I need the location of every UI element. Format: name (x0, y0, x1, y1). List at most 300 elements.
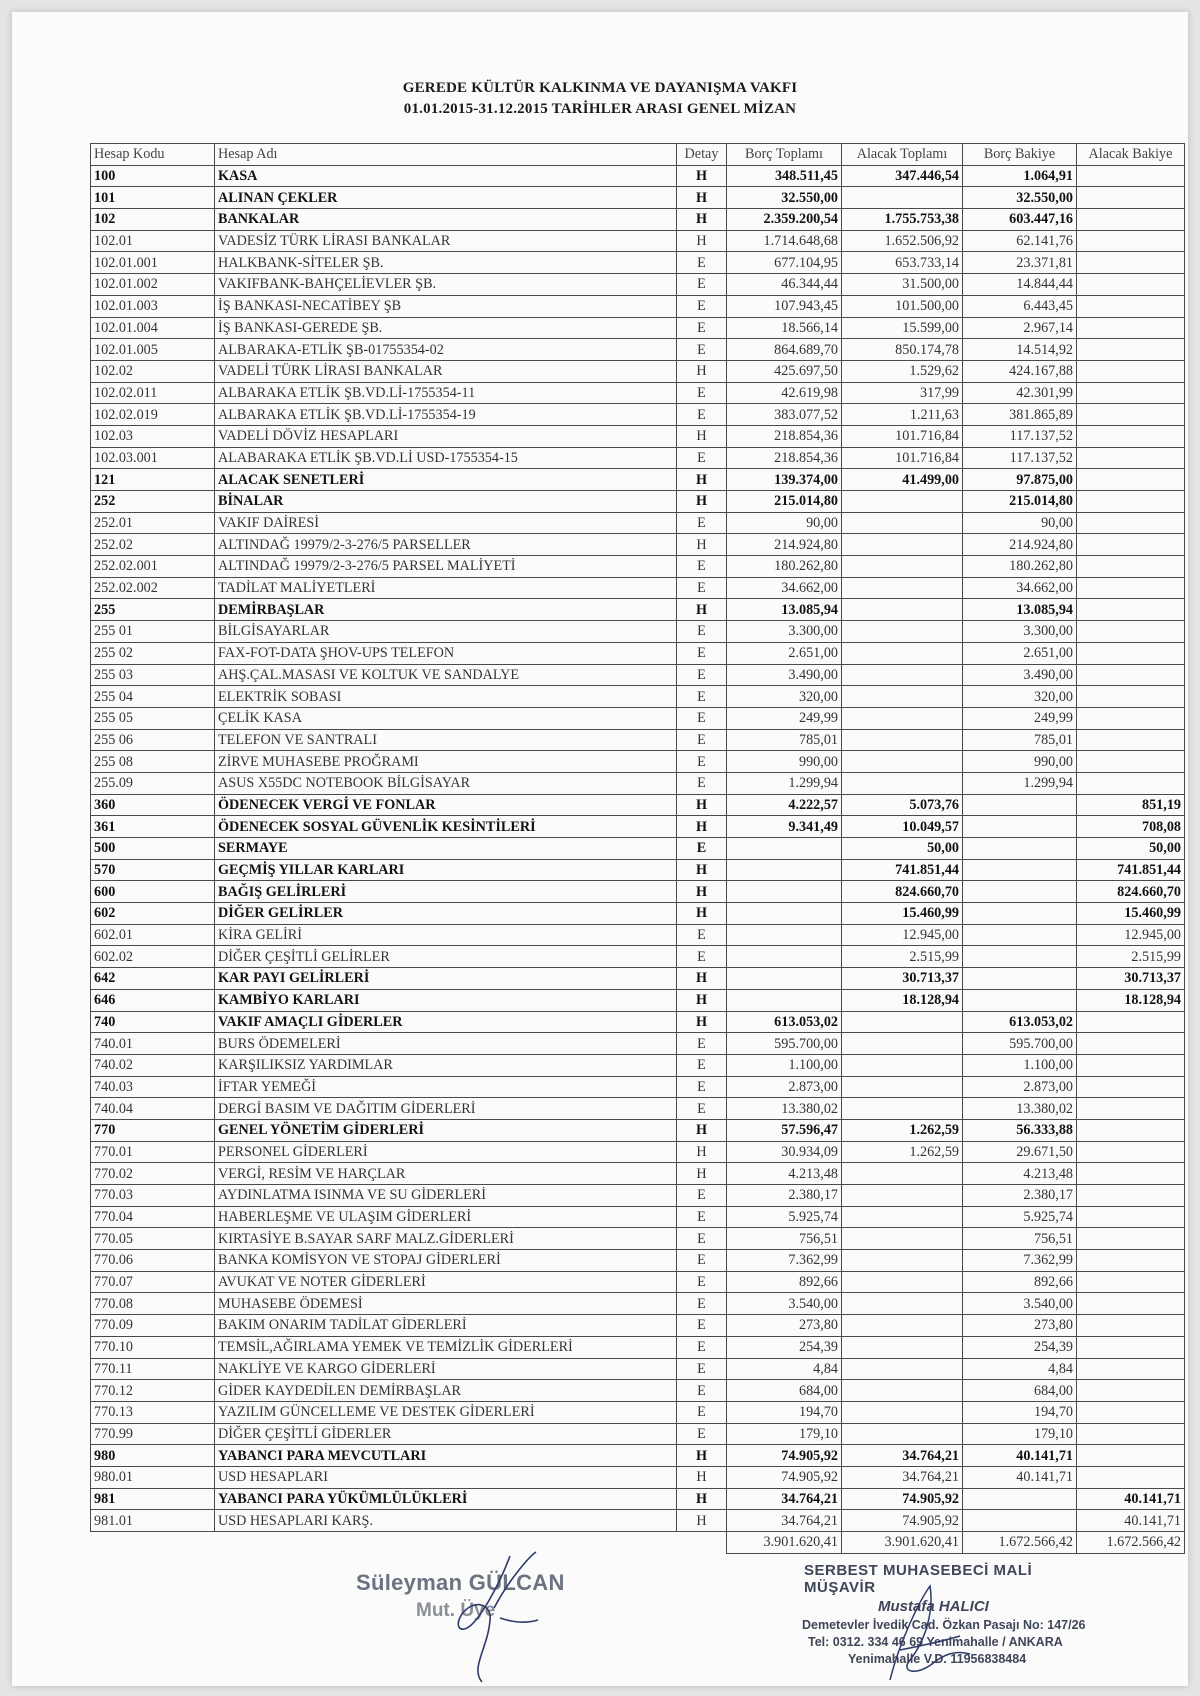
account-name-cell: ELEKTRİK SOBASI (215, 686, 677, 708)
credit-total-cell: 74.905,92 (842, 1510, 963, 1532)
debit-balance-cell (963, 968, 1077, 990)
table-row (91, 360, 1185, 382)
debit-total-cell: 32.550,00 (727, 187, 842, 209)
account-code-cell: 602.01 (91, 924, 215, 946)
debit-balance-cell: 14.844,44 (963, 274, 1077, 296)
credit-total-cell: 31.500,00 (842, 274, 963, 296)
detail-cell: E (677, 924, 727, 946)
stamp-phone: Tel: 0312. 334 46 69 Yenimahalle / ANKARA (808, 1635, 1063, 1649)
account-code-cell: 500 (91, 838, 215, 860)
account-code-cell: 770.04 (91, 1206, 215, 1228)
account-name-cell: TEMSİL,AĞIRLAMA YEMEK VE TEMİZLİK GİDERLERİ (215, 1336, 677, 1358)
empty-cell (91, 1532, 215, 1554)
debit-total-cell: 613.053,02 (727, 1011, 842, 1033)
account-code-cell: 252 (91, 491, 215, 513)
debit-total-cell: 30.934,09 (727, 1141, 842, 1163)
account-name-cell: DEMİRBAŞLAR (215, 599, 677, 621)
account-code-cell: 102.01.002 (91, 274, 215, 296)
table-row (91, 187, 1185, 209)
debit-total-cell (727, 881, 842, 903)
account-name-cell: SERMAYE (215, 838, 677, 860)
account-code-cell: 102.02.019 (91, 404, 215, 426)
debit-total-cell: 595.700,00 (727, 1033, 842, 1055)
column-header: Hesap Kodu (91, 144, 215, 166)
debit-total-cell (727, 924, 842, 946)
credit-balance-cell (1077, 686, 1185, 708)
credit-balance-cell (1077, 1076, 1185, 1098)
account-code-cell: 102.01.004 (91, 317, 215, 339)
table-row (91, 1315, 1185, 1337)
credit-balance-cell: 824.660,70 (1077, 881, 1185, 903)
account-name-cell: KASA (215, 165, 677, 187)
credit-balance-cell (1077, 1336, 1185, 1358)
account-name-cell: GİDER KAYDEDİLEN DEMİRBAŞLAR (215, 1380, 677, 1402)
account-code-cell: 770.06 (91, 1250, 215, 1272)
account-code-cell: 255 04 (91, 686, 215, 708)
account-name-cell: ÖDENECEK VERGİ VE FONLAR (215, 794, 677, 816)
table-row (91, 989, 1185, 1011)
debit-total-cell: 9.341,49 (727, 816, 842, 838)
table-row (91, 577, 1185, 599)
account-name-cell: ALBARAKA ETLİK ŞB.VD.Lİ-1755354-11 (215, 382, 677, 404)
table-row (91, 404, 1185, 426)
debit-total-cell: 7.362,99 (727, 1250, 842, 1272)
account-code-cell: 255 08 (91, 751, 215, 773)
account-name-cell: TADİLAT MALİYETLERİ (215, 577, 677, 599)
credit-balance-sum: 1.672.566,42 (1077, 1532, 1185, 1554)
credit-total-cell (842, 577, 963, 599)
credit-balance-cell: 708,08 (1077, 816, 1185, 838)
table-row (91, 903, 1185, 925)
debit-balance-cell: 4.213,48 (963, 1163, 1077, 1185)
detail-cell: E (677, 274, 727, 296)
credit-total-cell (842, 187, 963, 209)
debit-total-cell: 320,00 (727, 686, 842, 708)
table-row (91, 729, 1185, 751)
credit-total-cell: 824.660,70 (842, 881, 963, 903)
credit-balance-cell (1077, 512, 1185, 534)
detail-cell: E (677, 1358, 727, 1380)
detail-cell: E (677, 1185, 727, 1207)
debit-total-cell: 90,00 (727, 512, 842, 534)
detail-cell: E (677, 1336, 727, 1358)
debit-total-cell (727, 989, 842, 1011)
debit-balance-cell: 381.865,89 (963, 404, 1077, 426)
detail-cell: E (677, 751, 727, 773)
account-code-cell: 102.01.003 (91, 295, 215, 317)
table-row (91, 1466, 1185, 1488)
detail-cell: H (677, 209, 727, 231)
debit-balance-cell: 7.362,99 (963, 1250, 1077, 1272)
debit-balance-cell: 42.301,99 (963, 382, 1077, 404)
table-row (91, 707, 1185, 729)
account-code-cell: 102 (91, 209, 215, 231)
debit-balance-cell (963, 1510, 1077, 1532)
table-row (91, 491, 1185, 513)
credit-total-cell (842, 1076, 963, 1098)
detail-cell: H (677, 859, 727, 881)
debit-total-cell: 13.380,02 (727, 1098, 842, 1120)
detail-cell: E (677, 642, 727, 664)
debit-total-cell: 4.213,48 (727, 1163, 842, 1185)
debit-total-cell: 42.619,98 (727, 382, 842, 404)
table-row (91, 599, 1185, 621)
debit-balance-cell: 785,01 (963, 729, 1077, 751)
table-row (91, 1141, 1185, 1163)
account-code-cell: 770.10 (91, 1336, 215, 1358)
credit-total-cell: 15.460,99 (842, 903, 963, 925)
credit-balance-cell (1077, 317, 1185, 339)
credit-total-cell (842, 556, 963, 578)
account-name-cell: MUHASEBE ÖDEMESİ (215, 1293, 677, 1315)
debit-total-cell: 4.222,57 (727, 794, 842, 816)
debit-total-cell: 218.854,36 (727, 425, 842, 447)
detail-cell: E (677, 252, 727, 274)
credit-total-cell: 1.262,59 (842, 1141, 963, 1163)
credit-balance-cell (1077, 360, 1185, 382)
table-row (91, 859, 1185, 881)
account-name-cell: BANKA KOMİSYON VE STOPAJ GİDERLERİ (215, 1250, 677, 1272)
account-code-cell: 255 06 (91, 729, 215, 751)
debit-total-cell: 5.925,74 (727, 1206, 842, 1228)
detail-cell: E (677, 1315, 727, 1337)
account-code-cell: 255 02 (91, 642, 215, 664)
credit-total-cell: 41.499,00 (842, 469, 963, 491)
debit-balance-cell: 756,51 (963, 1228, 1077, 1250)
detail-cell: E (677, 317, 727, 339)
account-name-cell: YABANCI PARA YÜKÜMLÜLÜKLERİ (215, 1488, 677, 1510)
account-code-cell: 770.02 (91, 1163, 215, 1185)
credit-total-sum: 3.901.620,41 (842, 1532, 963, 1554)
credit-total-cell (842, 1098, 963, 1120)
debit-balance-cell: 990,00 (963, 751, 1077, 773)
detail-cell: E (677, 664, 727, 686)
debit-total-cell: 785,01 (727, 729, 842, 751)
account-name-cell: TELEFON VE SANTRALI (215, 729, 677, 751)
account-code-cell: 770.99 (91, 1423, 215, 1445)
detail-cell: E (677, 1401, 727, 1423)
credit-total-cell: 1.262,59 (842, 1119, 963, 1141)
detail-cell: H (677, 1466, 727, 1488)
debit-total-sum: 3.901.620,41 (727, 1532, 842, 1554)
debit-total-cell: 74.905,92 (727, 1466, 842, 1488)
debit-total-cell: 684,00 (727, 1380, 842, 1402)
detail-cell: E (677, 382, 727, 404)
table-row (91, 382, 1185, 404)
account-code-cell: 101 (91, 187, 215, 209)
credit-balance-cell (1077, 707, 1185, 729)
debit-balance-cell: 40.141,71 (963, 1466, 1077, 1488)
debit-balance-cell: 90,00 (963, 512, 1077, 534)
account-code-cell: 255 01 (91, 621, 215, 643)
account-code-cell: 102.01.005 (91, 339, 215, 361)
credit-balance-cell (1077, 1293, 1185, 1315)
debit-balance-cell: 194,70 (963, 1401, 1077, 1423)
credit-total-cell (842, 642, 963, 664)
table-row (91, 816, 1185, 838)
debit-balance-cell: 2.380,17 (963, 1185, 1077, 1207)
credit-total-cell (842, 707, 963, 729)
credit-total-cell: 101.716,84 (842, 425, 963, 447)
debit-balance-cell: 2.873,00 (963, 1076, 1077, 1098)
account-name-cell: ÖDENECEK SOSYAL GÜVENLİK KESİNTİLERİ (215, 816, 677, 838)
credit-balance-cell (1077, 469, 1185, 491)
credit-balance-cell (1077, 1054, 1185, 1076)
account-name-cell: AVUKAT VE NOTER GİDERLERİ (215, 1271, 677, 1293)
account-code-cell: 980 (91, 1445, 215, 1467)
account-code-cell: 740.01 (91, 1033, 215, 1055)
debit-total-cell: 214.924,80 (727, 534, 842, 556)
account-name-cell: BİNALAR (215, 491, 677, 513)
account-code-cell: 252.01 (91, 512, 215, 534)
stamp-address: Demetevler İvedik Cad. Özkan Pasajı No: 147/26 (802, 1618, 1086, 1632)
debit-total-cell: 273,80 (727, 1315, 842, 1337)
account-name-cell: BAĞIŞ GELİRLERİ (215, 881, 677, 903)
debit-total-cell: 34.662,00 (727, 577, 842, 599)
debit-balance-cell (963, 989, 1077, 1011)
debit-total-cell: 1.299,94 (727, 772, 842, 794)
detail-cell: H (677, 1141, 727, 1163)
credit-balance-cell (1077, 664, 1185, 686)
credit-balance-cell (1077, 1358, 1185, 1380)
debit-total-cell: 18.566,14 (727, 317, 842, 339)
account-code-cell: 102.03 (91, 425, 215, 447)
debit-balance-cell: 892,66 (963, 1271, 1077, 1293)
credit-total-cell: 1.755.753,38 (842, 209, 963, 231)
detail-cell: E (677, 1206, 727, 1228)
detail-cell: H (677, 360, 727, 382)
credit-balance-cell (1077, 425, 1185, 447)
account-code-cell: 770.11 (91, 1358, 215, 1380)
debit-total-cell: 425.697,50 (727, 360, 842, 382)
debit-balance-cell (963, 859, 1077, 881)
account-name-cell: KİRA GELİRİ (215, 924, 677, 946)
credit-balance-cell (1077, 252, 1185, 274)
credit-balance-cell (1077, 274, 1185, 296)
stamp-tax-office: Yenimahalle V.D. 11956838484 (848, 1652, 1027, 1666)
credit-balance-cell (1077, 1445, 1185, 1467)
column-header: Detay (677, 144, 727, 166)
account-code-cell: 570 (91, 859, 215, 881)
table-row (91, 1033, 1185, 1055)
table-row (91, 1185, 1185, 1207)
table-row (91, 295, 1185, 317)
credit-total-cell: 850.174,78 (842, 339, 963, 361)
table-row (91, 946, 1185, 968)
debit-balance-cell: 603.447,16 (963, 209, 1077, 231)
detail-cell: E (677, 1271, 727, 1293)
credit-total-cell (842, 1185, 963, 1207)
debit-total-cell: 13.085,94 (727, 599, 842, 621)
debit-total-cell: 215.014,80 (727, 491, 842, 513)
account-code-cell: 102.03.001 (91, 447, 215, 469)
credit-balance-cell (1077, 447, 1185, 469)
table-header-row (91, 144, 1185, 166)
credit-balance-cell (1077, 1228, 1185, 1250)
detail-cell: H (677, 816, 727, 838)
account-code-cell: 770.12 (91, 1380, 215, 1402)
credit-total-cell (842, 1228, 963, 1250)
table-row (91, 1076, 1185, 1098)
table-row (91, 794, 1185, 816)
debit-total-cell: 179,10 (727, 1423, 842, 1445)
account-code-cell: 602 (91, 903, 215, 925)
debit-total-cell: 107.943,45 (727, 295, 842, 317)
debit-balance-cell: 2.967,14 (963, 317, 1077, 339)
account-code-cell: 102.02 (91, 360, 215, 382)
table-row (91, 339, 1185, 361)
account-name-cell: VADELİ TÜRK LİRASI BANKALAR (215, 360, 677, 382)
account-name-cell: DERGİ BASIM VE DAĞITIM GİDERLERİ (215, 1098, 677, 1120)
credit-total-cell: 5.073,76 (842, 794, 963, 816)
debit-balance-cell: 3.540,00 (963, 1293, 1077, 1315)
debit-balance-cell: 14.514,92 (963, 339, 1077, 361)
credit-balance-cell (1077, 295, 1185, 317)
credit-balance-cell: 40.141,71 (1077, 1488, 1185, 1510)
debit-balance-cell: 6.443,45 (963, 295, 1077, 317)
credit-balance-cell: 741.851,44 (1077, 859, 1185, 881)
debit-balance-cell: 40.141,71 (963, 1445, 1077, 1467)
table-row (91, 1098, 1185, 1120)
account-name-cell: İFTAR YEMEĞİ (215, 1076, 677, 1098)
credit-total-cell: 30.713,37 (842, 968, 963, 990)
credit-balance-cell (1077, 491, 1185, 513)
debit-balance-cell: 179,10 (963, 1423, 1077, 1445)
credit-balance-cell (1077, 1423, 1185, 1445)
credit-balance-cell (1077, 1315, 1185, 1337)
account-name-cell: KIRTASİYE B.SAYAR SARF MALZ.GİDERLERİ (215, 1228, 677, 1250)
detail-cell: E (677, 339, 727, 361)
debit-balance-cell: 3.300,00 (963, 621, 1077, 643)
credit-total-cell (842, 1423, 963, 1445)
credit-total-cell (842, 664, 963, 686)
table-row (91, 968, 1185, 990)
account-code-cell: 102.02.011 (91, 382, 215, 404)
credit-balance-cell (1077, 1163, 1185, 1185)
column-header: Borç Bakiye (963, 144, 1077, 166)
account-name-cell: DİĞER ÇEŞİTLİ GİDERLER (215, 1423, 677, 1445)
credit-balance-cell: 18.128,94 (1077, 989, 1185, 1011)
debit-balance-cell: 214.924,80 (963, 534, 1077, 556)
detail-cell: H (677, 425, 727, 447)
table-row (91, 1380, 1185, 1402)
account-name-cell: GENEL YÖNETİM GİDERLERİ (215, 1119, 677, 1141)
account-code-cell: 981.01 (91, 1510, 215, 1532)
table-row (91, 317, 1185, 339)
debit-balance-cell: 4,84 (963, 1358, 1077, 1380)
detail-cell: E (677, 1228, 727, 1250)
credit-balance-cell: 15.460,99 (1077, 903, 1185, 925)
account-name-cell: ALBARAKA ETLİK ŞB.VD.Lİ-1755354-19 (215, 404, 677, 426)
account-code-cell: 600 (91, 881, 215, 903)
credit-balance-cell (1077, 556, 1185, 578)
credit-total-cell (842, 1401, 963, 1423)
account-name-cell: DİĞER ÇEŞİTLİ GELİRLER (215, 946, 677, 968)
debit-total-cell: 1.714.648,68 (727, 230, 842, 252)
credit-total-cell (842, 491, 963, 513)
account-name-cell: BİLGİSAYARLAR (215, 621, 677, 643)
account-name-cell: HALKBANK-SİTELER ŞB. (215, 252, 677, 274)
account-code-cell: 642 (91, 968, 215, 990)
account-code-cell: 100 (91, 165, 215, 187)
credit-balance-cell (1077, 1466, 1185, 1488)
account-name-cell: HABERLEŞME VE ULAŞIM GİDERLERİ (215, 1206, 677, 1228)
credit-total-cell (842, 512, 963, 534)
table-row (91, 1206, 1185, 1228)
detail-cell: E (677, 707, 727, 729)
debit-total-cell: 74.905,92 (727, 1445, 842, 1467)
debit-total-cell: 3.490,00 (727, 664, 842, 686)
credit-balance-cell (1077, 751, 1185, 773)
credit-balance-cell (1077, 1250, 1185, 1272)
credit-total-cell (842, 534, 963, 556)
table-row (91, 838, 1185, 860)
credit-total-cell: 10.049,57 (842, 816, 963, 838)
table-row (91, 1336, 1185, 1358)
credit-total-cell (842, 772, 963, 794)
account-name-cell: PERSONEL GİDERLERİ (215, 1141, 677, 1163)
detail-cell: E (677, 1054, 727, 1076)
account-name-cell: KARŞILIKSIZ YARDIMLAR (215, 1054, 677, 1076)
table-row (91, 881, 1185, 903)
detail-cell: E (677, 1098, 727, 1120)
detail-cell: H (677, 599, 727, 621)
account-name-cell: VADESİZ TÜRK LİRASI BANKALAR (215, 230, 677, 252)
credit-balance-cell (1077, 1380, 1185, 1402)
credit-total-cell (842, 1250, 963, 1272)
account-name-cell: ALACAK SENETLERİ (215, 469, 677, 491)
account-name-cell: BURS ÖDEMELERİ (215, 1033, 677, 1055)
detail-cell: E (677, 946, 727, 968)
detail-cell: E (677, 838, 727, 860)
table-row (91, 751, 1185, 773)
debit-total-cell (727, 859, 842, 881)
detail-cell: E (677, 512, 727, 534)
debit-total-cell: 57.596,47 (727, 1119, 842, 1141)
credit-balance-cell (1077, 729, 1185, 751)
credit-balance-cell (1077, 577, 1185, 599)
detail-cell: E (677, 1250, 727, 1272)
debit-total-cell: 677.104,95 (727, 252, 842, 274)
account-code-cell: 980.01 (91, 1466, 215, 1488)
debit-balance-cell: 117.137,52 (963, 425, 1077, 447)
detail-cell: E (677, 729, 727, 751)
debit-balance-cell: 34.662,00 (963, 577, 1077, 599)
debit-total-cell: 1.100,00 (727, 1054, 842, 1076)
credit-balance-cell (1077, 1141, 1185, 1163)
account-name-cell: ALTINDAĞ 19979/2-3-276/5 PARSELLER (215, 534, 677, 556)
detail-cell: E (677, 772, 727, 794)
account-code-cell: 740 (91, 1011, 215, 1033)
credit-balance-cell (1077, 404, 1185, 426)
debit-balance-cell: 1.299,94 (963, 772, 1077, 794)
account-code-cell: 121 (91, 469, 215, 491)
empty-cell (677, 1532, 727, 1554)
account-name-cell: ÇELİK KASA (215, 707, 677, 729)
table-row (91, 1228, 1185, 1250)
account-code-cell: 602.02 (91, 946, 215, 968)
credit-balance-cell: 50,00 (1077, 838, 1185, 860)
table-row (91, 512, 1185, 534)
debit-balance-cell (963, 816, 1077, 838)
column-header: Alacak Bakiye (1077, 144, 1185, 166)
account-code-cell: 252.02 (91, 534, 215, 556)
detail-cell: H (677, 165, 727, 187)
credit-balance-cell (1077, 534, 1185, 556)
stamp-name: Mustafa HALICI (878, 1598, 989, 1615)
credit-balance-cell (1077, 1119, 1185, 1141)
credit-total-cell (842, 621, 963, 643)
